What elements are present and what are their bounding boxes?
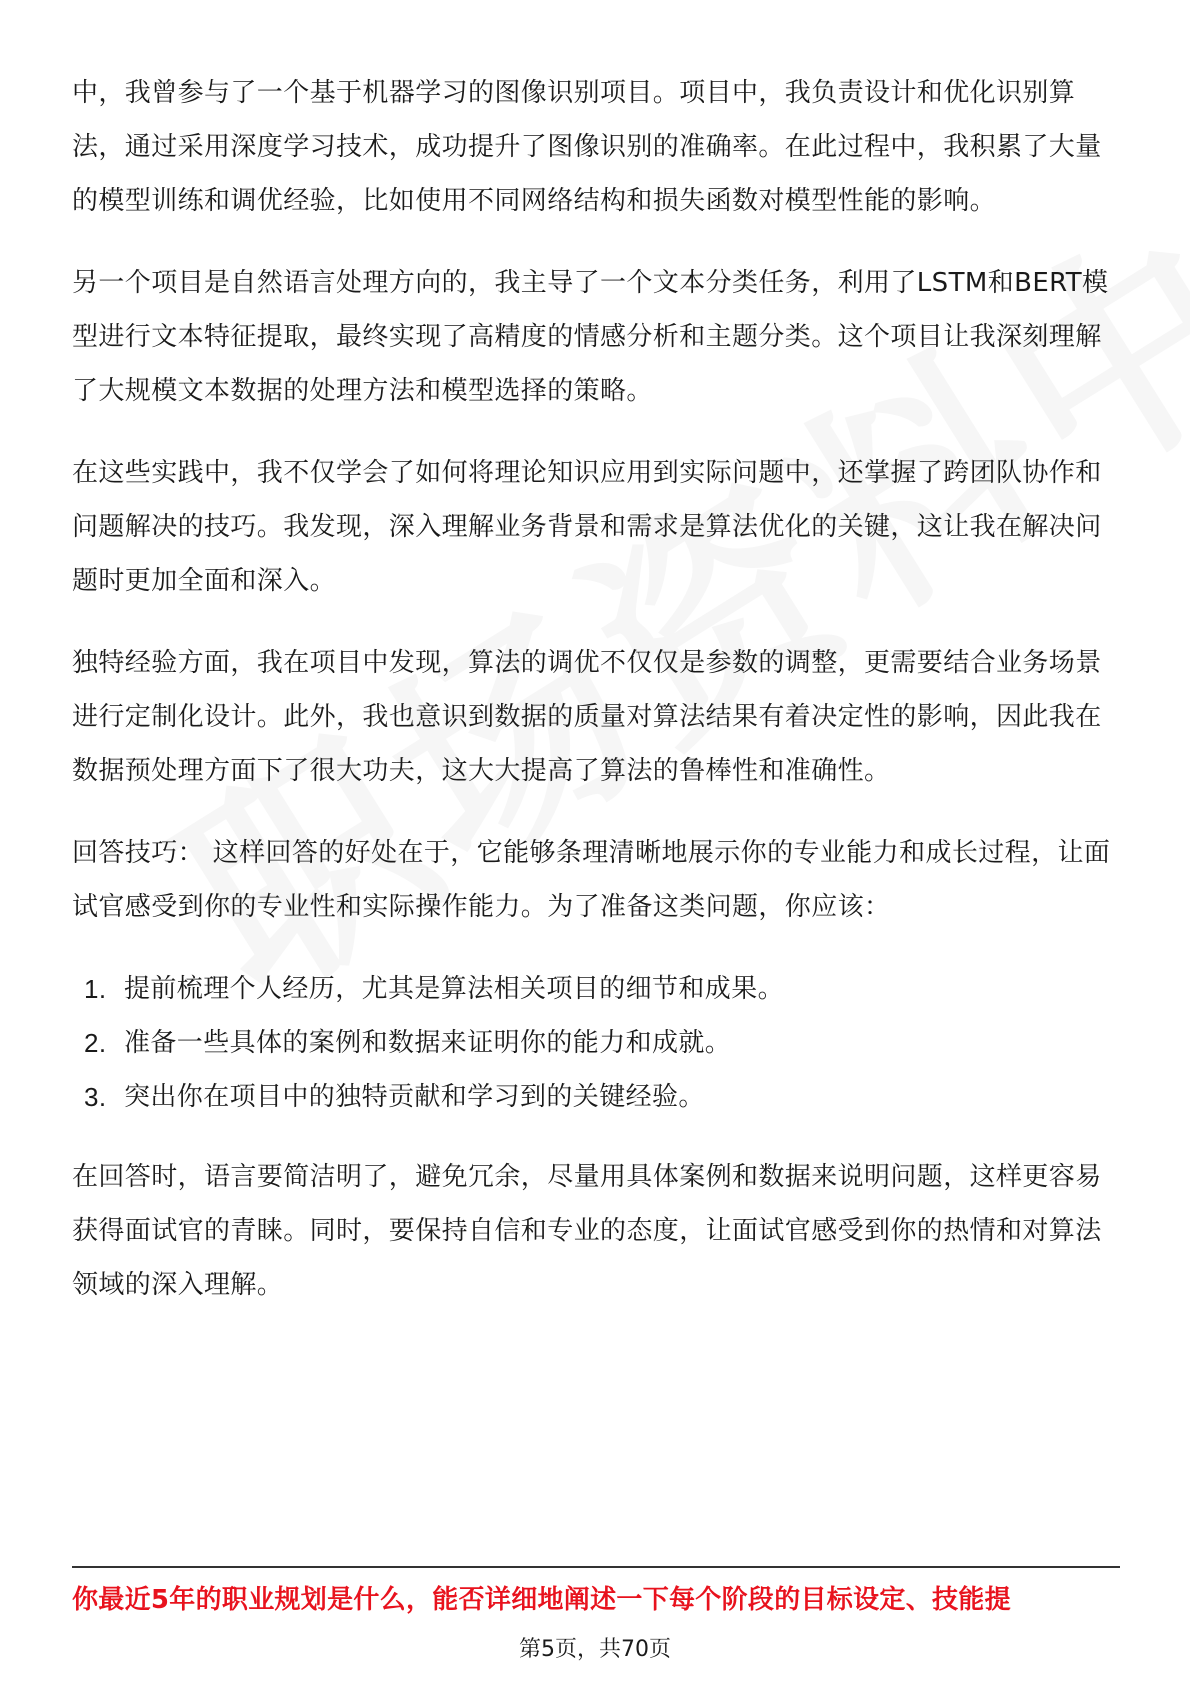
next-question-heading: 你最近5年的职业规划是什么，能否详细地阐述一下每个阶段的目标设定、技能提	[72, 1585, 1011, 1615]
list-text: 突出你在项目中的独特贡献和学习到的关键经验。	[124, 1082, 705, 1112]
list-number: 1.	[84, 974, 107, 1004]
document-body	[72, 66, 1120, 1340]
tips-list	[72, 962, 1120, 1124]
list-item	[84, 1070, 1120, 1124]
list-item	[84, 962, 1120, 1016]
list-text: 提前梳理个人经历，尤其是算法相关项目的细节和成果。	[124, 974, 785, 1004]
list-number: 2.	[84, 1028, 107, 1058]
paragraph-practice-learnings: 在这些实践中，我不仅学会了如何将理论知识应用到实际问题中，还掌握了跨团队协作和问题解决的技巧。我发现，深入理解业务背景和需求是算法优化的关键，这让我在解决问题时更加全面和深入。	[72, 458, 1102, 596]
section-divider	[72, 1566, 1120, 1568]
list-item	[84, 1016, 1120, 1070]
paragraph-unique-experience: 独特经验方面，我在项目中发现，算法的调优不仅仅是参数的调整，更需要结合业务场景进行定制化设计。此外，我也意识到数据的质量对算法结果有着决定性的影响，因此我在数据预处理方面下了很大功夫，这大大提高了算法的鲁棒性和准确性。	[72, 648, 1102, 786]
list-text: 准备一些具体的案例和数据来证明你的能力和成就。	[124, 1028, 732, 1058]
paragraph-project-nlp: 另一个项目是自然语言处理方向的，我主导了一个文本分类任务，利用了LSTM和BERT模型进行文本特征提取，最终实现了高精度的情感分析和主题分类。这个项目让我深刻理解了大规模文本数据的处理方法和模型选择的策略。	[72, 268, 1109, 406]
paragraph-closing: 在回答时，语言要简洁明了，避免冗余，尽量用具体案例和数据来说明问题，这样更容易获得面试官的青睐。同时，要保持自信和专业的态度，让面试官感受到你的热情和对算法领域的深入理解。	[72, 1162, 1102, 1300]
list-number: 3.	[84, 1082, 107, 1112]
paragraph-answer-tips: 回答技巧： 这样回答的好处在于，它能够条理清晰地展示你的专业能力和成长过程，让面试官感受到你的专业性和实际操作能力。为了准备这类问题，你应该：	[72, 838, 1111, 922]
page-number: 第5页，共70页	[519, 1637, 671, 1662]
paragraph-project-image-recognition: 中，我曾参与了一个基于机器学习的图像识别项目。项目中，我负责设计和优化识别算法，通过采用深度学习技术，成功提升了图像识别的准确率。在此过程中，我积累了大量的模型训练和调优经验，比如使用不同网络结构和损失函数对模型性能的影响。	[72, 78, 1102, 216]
